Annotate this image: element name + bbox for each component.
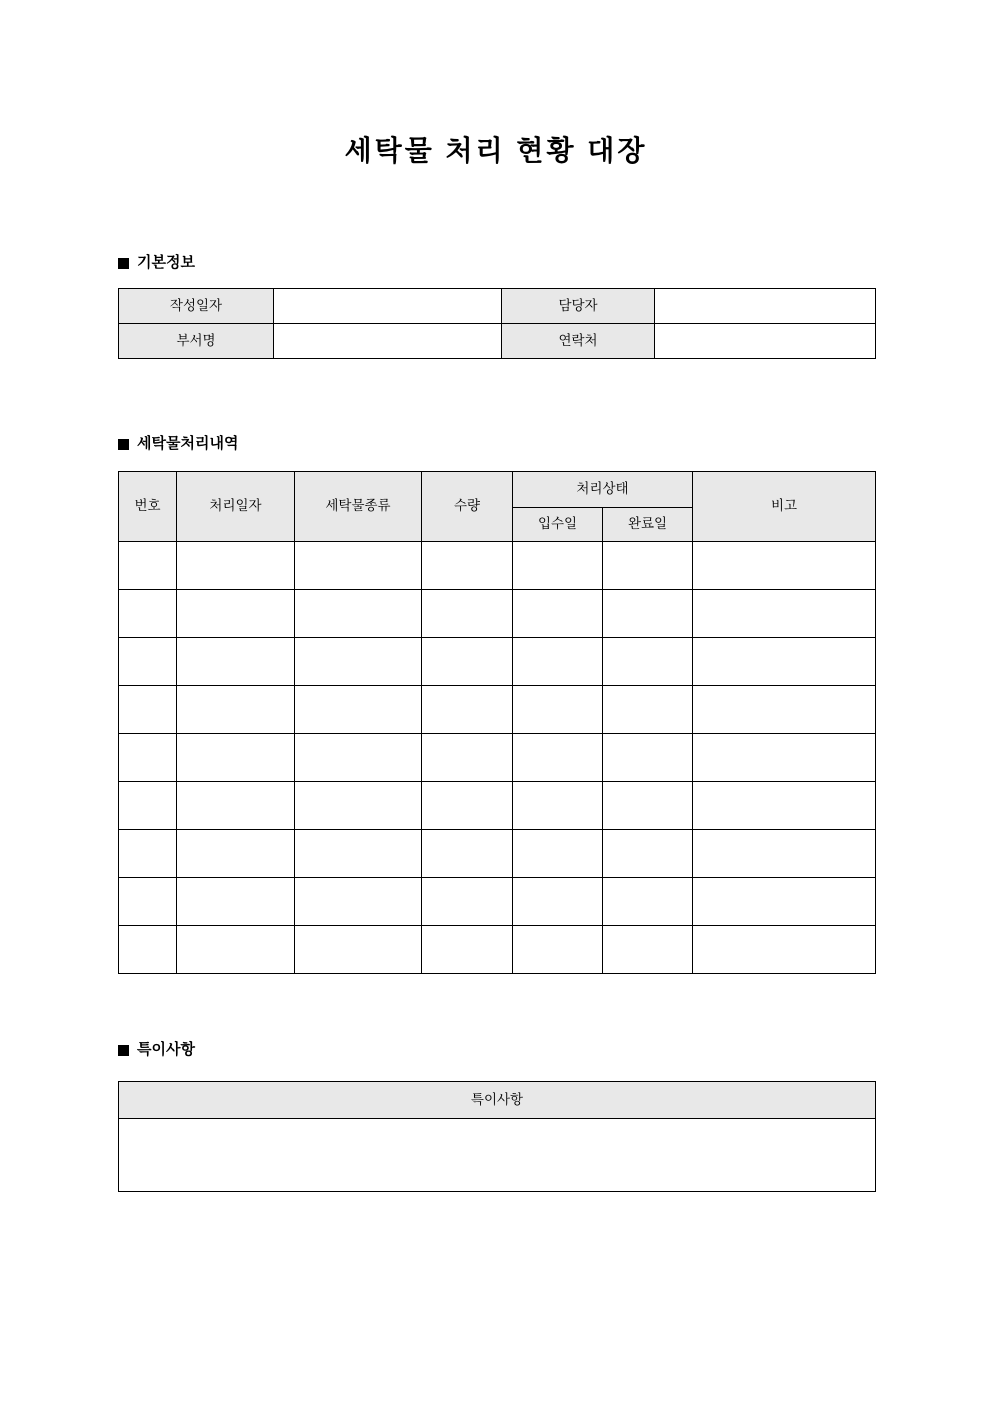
- cell-no[interactable]: [119, 686, 177, 734]
- notes-table: [118, 1081, 876, 1192]
- table-header-row: [119, 1082, 876, 1119]
- column-header-quantity: 수량: [422, 472, 513, 542]
- cell-process-date[interactable]: [177, 590, 295, 638]
- column-header-process-date: 처리일자: [177, 472, 295, 542]
- cell-laundry-type[interactable]: [295, 926, 422, 974]
- cell-completed-date[interactable]: [603, 830, 693, 878]
- table-row: [119, 782, 876, 830]
- cell-remarks[interactable]: [693, 830, 876, 878]
- section-heading-notes-label: 특이사항: [137, 1041, 195, 1058]
- square-bullet-icon: [118, 1045, 129, 1056]
- table-row: [119, 926, 876, 974]
- cell-laundry-type[interactable]: [295, 878, 422, 926]
- cell-quantity[interactable]: [422, 926, 513, 974]
- column-header-received-date: 입수일: [513, 508, 603, 542]
- page-title: 세탁물 처리 현황 대장: [344, 135, 648, 166]
- square-bullet-icon: [118, 439, 129, 450]
- label-department: 부서명: [119, 324, 274, 359]
- cell-process-date[interactable]: [177, 542, 295, 590]
- cell-process-date[interactable]: [177, 638, 295, 686]
- table-row: [119, 542, 876, 590]
- cell-process-date[interactable]: [177, 782, 295, 830]
- column-header-status-group: 처리상태: [513, 472, 693, 508]
- cell-no[interactable]: [119, 830, 177, 878]
- field-department[interactable]: [274, 324, 502, 359]
- cell-quantity[interactable]: [422, 734, 513, 782]
- cell-remarks[interactable]: [693, 686, 876, 734]
- column-header-notes: 특이사항: [119, 1082, 876, 1119]
- cell-remarks[interactable]: [693, 590, 876, 638]
- cell-laundry-type[interactable]: [295, 782, 422, 830]
- cell-quantity[interactable]: [422, 878, 513, 926]
- cell-remarks[interactable]: [693, 542, 876, 590]
- table-row: [119, 830, 876, 878]
- cell-laundry-type[interactable]: [295, 590, 422, 638]
- table-row: [119, 590, 876, 638]
- cell-received-date[interactable]: [513, 782, 603, 830]
- table-row: [119, 289, 876, 324]
- cell-received-date[interactable]: [513, 542, 603, 590]
- basic-info-table: [118, 288, 876, 359]
- cell-completed-date[interactable]: [603, 782, 693, 830]
- field-notes[interactable]: [119, 1119, 876, 1192]
- table-row: [119, 324, 876, 359]
- cell-process-date[interactable]: [177, 734, 295, 782]
- column-header-remarks: 비고: [693, 472, 876, 542]
- cell-no[interactable]: [119, 542, 177, 590]
- cell-remarks[interactable]: [693, 638, 876, 686]
- column-header-laundry-type: 세탁물종류: [295, 472, 422, 542]
- cell-remarks[interactable]: [693, 926, 876, 974]
- laundry-detail-table: [118, 471, 876, 974]
- cell-no[interactable]: [119, 926, 177, 974]
- cell-completed-date[interactable]: [603, 590, 693, 638]
- section-heading-notes: [118, 1040, 195, 1060]
- cell-quantity[interactable]: [422, 638, 513, 686]
- cell-no[interactable]: [119, 878, 177, 926]
- cell-quantity[interactable]: [422, 782, 513, 830]
- cell-received-date[interactable]: [513, 734, 603, 782]
- cell-laundry-type[interactable]: [295, 830, 422, 878]
- label-person-in-charge: 담당자: [502, 289, 655, 324]
- cell-completed-date[interactable]: [603, 734, 693, 782]
- cell-process-date[interactable]: [177, 686, 295, 734]
- cell-no[interactable]: [119, 638, 177, 686]
- table-header-row: [119, 472, 876, 508]
- cell-completed-date[interactable]: [603, 686, 693, 734]
- cell-received-date[interactable]: [513, 638, 603, 686]
- section-heading-basic-info-label: 기본정보: [137, 254, 195, 271]
- cell-remarks[interactable]: [693, 878, 876, 926]
- cell-completed-date[interactable]: [603, 926, 693, 974]
- cell-quantity[interactable]: [422, 830, 513, 878]
- cell-process-date[interactable]: [177, 830, 295, 878]
- label-written-date: 작성일자: [119, 289, 274, 324]
- cell-no[interactable]: [119, 734, 177, 782]
- field-contact[interactable]: [655, 324, 876, 359]
- laundry-detail-table-body: [119, 542, 876, 974]
- section-heading-laundry-detail-label: 세탁물처리내역: [137, 435, 239, 452]
- cell-process-date[interactable]: [177, 926, 295, 974]
- section-heading-laundry-detail: [118, 434, 238, 454]
- cell-completed-date[interactable]: [603, 638, 693, 686]
- cell-received-date[interactable]: [513, 590, 603, 638]
- cell-laundry-type[interactable]: [295, 638, 422, 686]
- cell-process-date[interactable]: [177, 878, 295, 926]
- cell-laundry-type[interactable]: [295, 686, 422, 734]
- cell-laundry-type[interactable]: [295, 542, 422, 590]
- field-person-in-charge[interactable]: [655, 289, 876, 324]
- cell-received-date[interactable]: [513, 686, 603, 734]
- label-contact: 연락처: [502, 324, 655, 359]
- cell-remarks[interactable]: [693, 782, 876, 830]
- table-row: [119, 638, 876, 686]
- cell-received-date[interactable]: [513, 830, 603, 878]
- column-header-no: 번호: [119, 472, 177, 542]
- square-bullet-icon: [118, 258, 129, 269]
- cell-completed-date[interactable]: [603, 542, 693, 590]
- field-written-date[interactable]: [274, 289, 502, 324]
- table-row: [119, 686, 876, 734]
- table-row: [119, 734, 876, 782]
- cell-quantity[interactable]: [422, 590, 513, 638]
- cell-remarks[interactable]: [693, 734, 876, 782]
- table-row: [119, 1119, 876, 1192]
- cell-laundry-type[interactable]: [295, 734, 422, 782]
- cell-received-date[interactable]: [513, 878, 603, 926]
- cell-completed-date[interactable]: [603, 878, 693, 926]
- cell-no[interactable]: [119, 590, 177, 638]
- cell-quantity[interactable]: [422, 542, 513, 590]
- column-header-completed-date: 완료일: [603, 508, 693, 542]
- cell-quantity[interactable]: [422, 686, 513, 734]
- cell-received-date[interactable]: [513, 926, 603, 974]
- cell-no[interactable]: [119, 782, 177, 830]
- table-row: [119, 878, 876, 926]
- section-heading-basic-info: [118, 253, 195, 273]
